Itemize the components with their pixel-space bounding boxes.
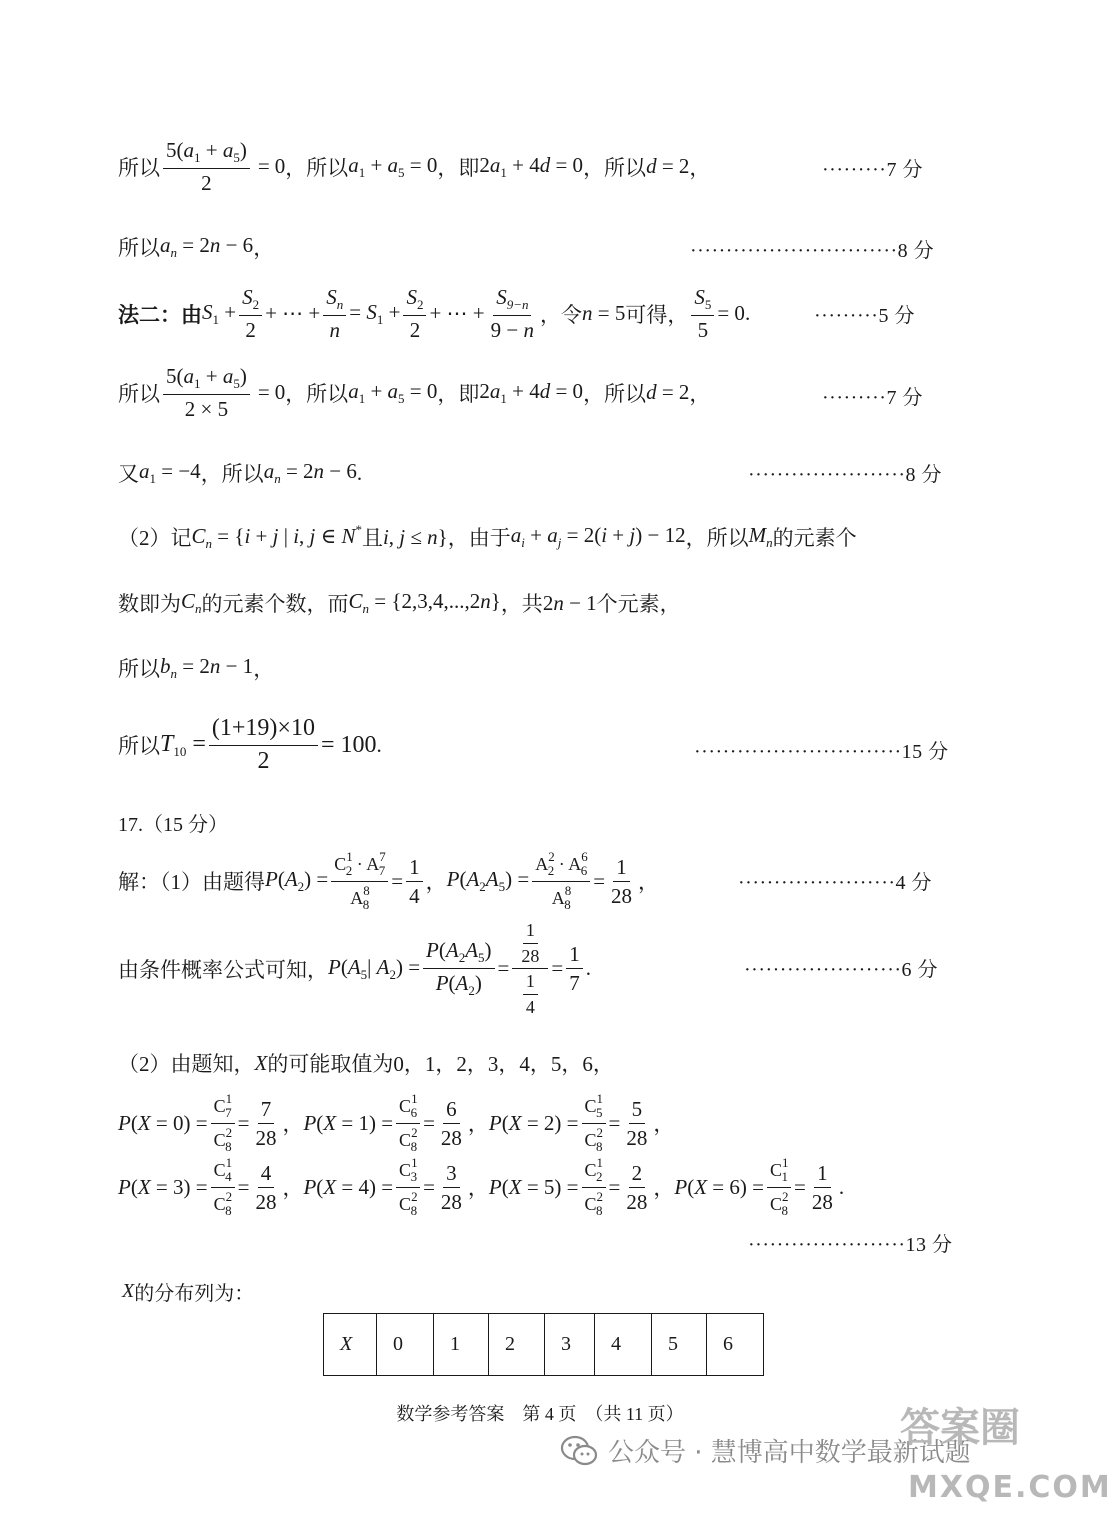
fraction: $\frac{C^1_1}{C^2_8}$	[767, 1156, 791, 1219]
text: 又	[118, 462, 139, 486]
fraction: $\frac{P(A_2A_5)}{P(A_2)}$	[423, 938, 494, 999]
points-15: ·····························15 分	[694, 741, 949, 763]
text: （2）由题知，	[118, 1052, 255, 1076]
points-8b: ······················8 分	[748, 464, 943, 486]
wechat-icon	[560, 1434, 598, 1468]
line-12: （2）由题知， X 的可能取值为 0，1，2，3，4，5，6，	[118, 1048, 614, 1078]
points-7b: ·········7 分	[822, 387, 923, 409]
text: 17.（15 分）	[118, 814, 228, 836]
text: ，	[467, 1176, 489, 1201]
points-6: ······················6 分	[744, 959, 939, 981]
text: 解：（1）由题得	[118, 870, 265, 895]
fraction: $\frac{S_n}{n}$	[323, 285, 346, 342]
line-8: 所以 $b_n = 2n - 1$ ，	[118, 654, 275, 681]
text: ，	[653, 1112, 675, 1137]
text: ，所以	[200, 462, 264, 486]
points-4: ······················4 分	[738, 872, 933, 894]
text: ，	[653, 1176, 675, 1201]
fraction: $\frac{S_{9-n}}{9 - n}$	[490, 285, 534, 342]
fraction: $\frac{5(a_1 + a_5)}{2}$	[163, 138, 250, 195]
text: 数即为	[118, 592, 181, 616]
line-5: 又 $a_1 = -4$ ，所以 $a_n = 2n - 6$ .	[118, 459, 363, 486]
fraction: $\frac{5}{28}$	[626, 1096, 648, 1150]
fraction: $\frac{1}{7}$	[566, 942, 583, 995]
text: ，共	[500, 592, 543, 616]
table-cell: 0	[377, 1314, 434, 1376]
text: ，所以	[583, 381, 647, 406]
text: ，由于	[447, 526, 511, 550]
fraction: $\frac{S_2}{2}$	[239, 285, 262, 342]
line-1: 所以 $\frac{5(a_1 + a_5)}{2}$ = 0 ，所以 $a_1 + a_5 = 0$ ，即 $2a_1 + 4d = 0$ ，所以 d = 2 ，	[118, 138, 711, 195]
fraction: $\frac{4}{28}$	[255, 1160, 277, 1214]
points-7: ·········7 分	[822, 159, 923, 181]
text: 可得，	[625, 302, 689, 327]
fraction: $\frac{1}{4}$	[406, 855, 423, 908]
text: ，	[638, 870, 660, 895]
line-10: 解：（1）由题得 $P(A_2)$ = $\frac{C^1_2 \cdot A^7_7}{A^8_8}$ = $\frac{1}{4}$ ， $P(A_2A_5)$ = $\frac{A^2_2 \cdot A^6_6}{A^8_8}$ = $\frac{1}{28}$ ，	[118, 849, 660, 912]
line-2: 所以 $a_n = 2n - 6$ ，	[118, 233, 275, 260]
points-8: ·····························8 分	[690, 240, 935, 262]
fraction: $\frac{C^1_2}{C^2_8}$	[582, 1156, 606, 1219]
text: 所以	[118, 155, 160, 180]
points-13: ······················13 分	[748, 1234, 953, 1256]
text: .	[376, 732, 382, 757]
fraction: $\frac{C^1_5}{C^2_8}$	[582, 1092, 606, 1155]
line-14: P(X = 3) = $\frac{C^1_4}{C^2_8}$ = $\frac{4}{28}$ ， P(X = 4) = $\frac{C^1_3}{C^2_8}$ = $\frac{3}{28}$ ， P(X = 5) = $\frac{C^1_2}{C^2_8}$ = $\frac{2}{28}$ ， P(X = 6) = $\frac{C^1_1}{C^2_8}$ = $\frac{1}{28}$ .	[118, 1155, 845, 1218]
fraction: $\frac{A^2_2 \cdot A^6_6}{A^8_8}$	[532, 850, 590, 913]
fraction: $\frac{6}{28}$	[440, 1096, 462, 1150]
text: ，	[689, 381, 711, 406]
text: 0，1，2，3，4，5，6，	[393, 1052, 614, 1076]
table-cell: X	[324, 1314, 377, 1376]
fraction: $\frac{2}{28}$	[626, 1160, 648, 1214]
line-15: X 的分布列为：	[118, 1277, 254, 1306]
text: ，	[282, 1176, 304, 1201]
text: ，所以	[685, 526, 749, 550]
text: ，	[425, 870, 447, 895]
watermark-text: 公众号 · 慧博高中数学最新试题	[608, 1438, 971, 1468]
text: ，即	[437, 381, 480, 406]
method-two-label: 法二：由	[118, 302, 202, 327]
points-5: ·········5 分	[814, 305, 915, 327]
text: .	[838, 1174, 845, 1199]
fraction: $\frac{C^1_3}{C^2_8}$	[396, 1156, 420, 1219]
line-6: （2）记 $C_n = \{i + j$ | i, j ∈ N* 且 i, j ≤ n} ，由于 $a_i + a_j = 2(i + j) - 12$ ，所以 $M_n$ 的元素个	[118, 522, 857, 551]
fraction: $\frac{7}{28}$	[255, 1096, 277, 1150]
fraction: $\frac{S_2}{2}$	[403, 285, 426, 342]
text: 所以	[118, 734, 160, 759]
fraction: $\frac{1}{28}$	[611, 854, 633, 908]
text: 所以	[118, 381, 160, 406]
table-cell: 5	[652, 1314, 707, 1376]
fraction: $\frac{C^1_7}{C^2_8}$	[211, 1092, 235, 1155]
text: .	[356, 460, 363, 485]
text: ，所以	[285, 155, 349, 180]
watermark-stamp: 答案圈	[900, 1405, 1020, 1451]
line-11: 由条件概率公式可知， $P(A_5|$ $A_2$) = $\frac{P(A_2A_5)}{P(A_2)}$ = $\frac{\frac{1}{28}}{\frac{1}{4}}$ = $\frac{1}{7}$ .	[118, 920, 591, 1018]
watermark-site: MXQE.COM	[908, 1470, 1112, 1505]
fraction: $\frac{5(a_1 + a_5)}{2 \times 5}$	[163, 364, 250, 421]
fraction: $\frac{1}{28}$	[811, 1160, 833, 1214]
text: 所以	[118, 236, 160, 260]
table-cell: 6	[707, 1314, 764, 1376]
table-cell: 2	[489, 1314, 545, 1376]
text: ，	[253, 657, 275, 681]
text: ，	[467, 1112, 489, 1137]
fraction: $\frac{3}{28}$	[440, 1160, 462, 1214]
line-7: 数即为 $C_n$ 的元素个数，而 $C_n = \{2,3,4,...,2n\}$ ，共 2n − 1 个元素，	[118, 589, 681, 616]
text: 由条件概率公式可知，	[118, 957, 328, 982]
table-row	[324, 1314, 764, 1376]
fraction: $\frac{C^1_2 \cdot A^7_7}{A^8_8}$	[331, 850, 388, 913]
text: ，	[689, 155, 711, 180]
line-9: 所以 $T_{10}$ = $\frac{(1+19)\times 10}{2}$ = 100 .	[118, 715, 382, 774]
text: 个元素，	[596, 592, 681, 616]
text: ，所以	[583, 155, 647, 180]
fraction: $\frac{S_5}{5}$	[691, 285, 714, 342]
line-4: 所以 $\frac{5(a_1 + a_5)}{2 \times 5}$ = 0 ，所以 $a_1 + a_5 = 0$ ，即 $2a_1 + 4d = 0$ ，所以 d = 2 ，	[118, 364, 711, 421]
table-cell: 3	[545, 1314, 595, 1376]
text: .	[585, 956, 591, 981]
text: 且	[361, 526, 383, 550]
fraction: $\frac{C^1_6}{C^2_8}$	[396, 1092, 420, 1155]
text: 的可能取值为	[267, 1052, 394, 1076]
compound-fraction: $\frac{\frac{1}{28}}{\frac{1}{4}}$	[512, 920, 548, 1018]
page-footer: 数学参考答案 第 4 页 （共 11 页）	[396, 1404, 684, 1424]
text: .	[744, 301, 751, 326]
table-cell: 4	[595, 1314, 652, 1376]
text: ，	[282, 1112, 304, 1137]
text: ，所以	[285, 381, 349, 406]
distribution-table	[323, 1313, 764, 1376]
text: 的分布列为：	[134, 1283, 255, 1305]
fraction: $\frac{(1+19)\times 10}{2}$	[209, 715, 318, 775]
text: ，	[253, 236, 275, 260]
text: 的元素个	[772, 526, 857, 550]
line-3: 法二：由 $S_1$ + $\frac{S_2}{2}$ + ⋯ + $\frac{S_n}{n}$ = $S_1$ + $\frac{S_2}{2}$ + ⋯ + $\frac{S_{9-n}}{9 - n}$ ，令 n = 5 可得， $\frac{S_5}{5}$ = 0 .	[118, 285, 751, 342]
text: ，即	[437, 155, 480, 180]
line-13: P(X = 0) = $\frac{C^1_7}{C^2_8}$ = $\frac{7}{28}$ ， P(X = 1) = $\frac{C^1_6}{C^2_8}$ = $\frac{6}{28}$ ， P(X = 2) = $\frac{C^1_5}{C^2_8}$ = $\frac{5}{28}$ ，	[118, 1091, 675, 1154]
question-17-title	[118, 808, 228, 837]
text: ，令	[540, 302, 582, 327]
text: （2）记	[118, 526, 192, 550]
text: 的元素个数，而	[201, 592, 349, 616]
table-cell: 1	[434, 1314, 489, 1376]
text: 所以	[118, 657, 160, 681]
fraction: $\frac{C^1_4}{C^2_8}$	[211, 1156, 235, 1219]
